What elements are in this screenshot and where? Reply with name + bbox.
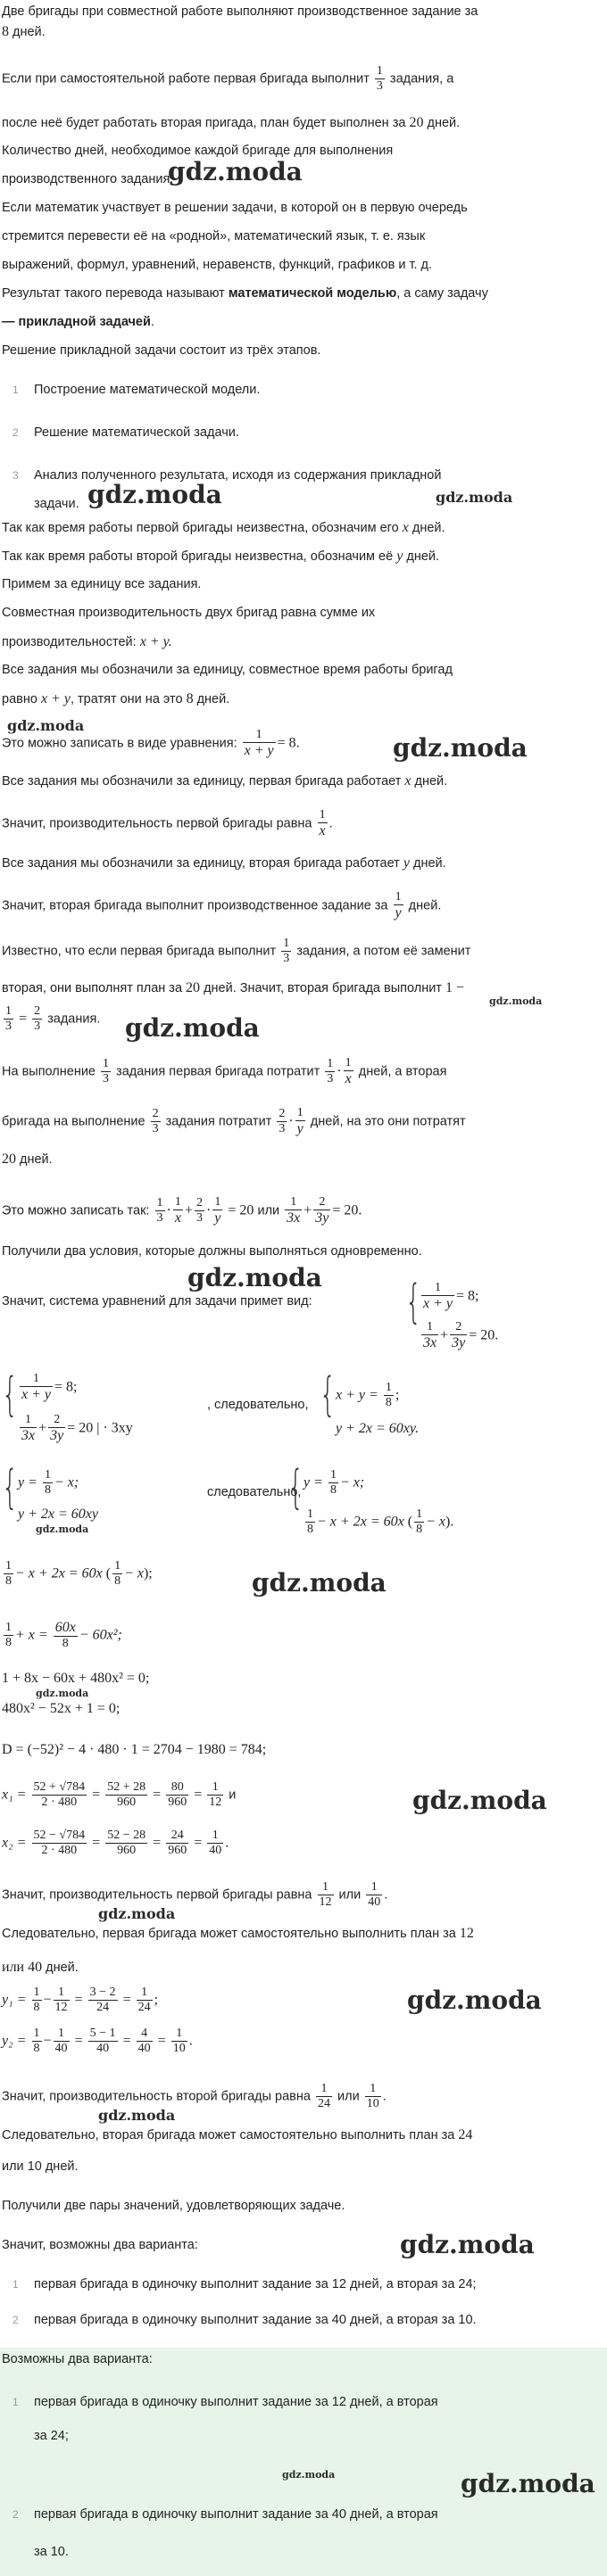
variant-item: первая бригада в одиночку выполнит задание за 40 дней, а вторая за 10.	[34, 2313, 477, 2327]
theory-line-6: Решение прикладной задачи состоит из трёх этапов.	[2, 343, 321, 358]
solution-line: Это можно записать так: $\frac{1}{3}$ · $\frac{1}{x}$ + $\frac{2}{3}$ · $\frac{1}{y}$ = 20 или $\frac{1}{3x}$ + $\frac{2}{3y}$ = 20.	[2, 1195, 362, 1226]
solution-line: или 10 дней.	[2, 2159, 79, 2174]
intro-line-2: 8 дней.	[2, 24, 46, 39]
watermark: gdz.moda	[98, 2107, 176, 2124]
intro-line-3: Если при самостоятельной работе первая бригада выполнит $\frac{1}{3}$ задания, а	[2, 64, 454, 94]
solution-line: На выполнение $\frac{1}{3}$ задания первая бригада потратит $\frac{1}{3}$ · $\frac{1}{x}$ дней, а вторая	[2, 1056, 447, 1087]
solution-line: Все задания мы обозначили за единицу, первая бригада работает x дней.	[2, 773, 448, 788]
root-y2: y₂ = $\frac{1}{8}$ − $\frac{1}{40}$ = $\frac{5 - 1}{40}$ = $\frac{4}{40}$ = $\frac{1}{10}$ .	[2, 2027, 193, 2056]
answer-item: первая бригада в одиночку выполнит задание за 40 дней, а вторая	[34, 2507, 438, 2522]
solution-line: или 40 дней.	[2, 1960, 79, 1975]
watermark: gdz.moda	[436, 489, 513, 506]
watermark: gdz.moda	[87, 480, 222, 509]
solution-line: равно x + y, тратят они на это 8 дней.	[2, 691, 230, 706]
solution-line: Совместная производительность двух бригад равна сумме их	[2, 606, 376, 620]
step-number: 2	[12, 426, 19, 439]
equation-line: $\frac{1}{8}$ + x = $\frac{60x}{8}$ − 60x²;	[5, 1620, 122, 1651]
solution-line: 20 дней.	[2, 1152, 53, 1167]
system-eq: y = $\frac{1}{8}$ − x;	[304, 1468, 365, 1498]
system-brace: {	[2, 1461, 19, 1515]
step-number: 1	[12, 384, 19, 396]
system-eq: x + y = $\frac{1}{8}$ ;	[336, 1381, 400, 1410]
solution-line: Так как время работы первой бригады неизвестна, обозначим его x дней.	[2, 520, 445, 535]
solution-line: Значит, система уравнений для задачи примет вид:	[2, 1294, 312, 1309]
watermark: gdz.moda	[400, 2230, 535, 2259]
step-item: Анализ полученного результата, исходя из содержания прикладной	[34, 468, 442, 483]
variant-number: 2	[12, 2314, 19, 2326]
root-y1: y₁ = $\frac{1}{8}$ − $\frac{1}{12}$ = $\frac{3 - 2}{24}$ = $\frac{1}{24}$ ;	[2, 1986, 159, 2015]
answer-item-cont: за 24;	[34, 2429, 69, 2443]
equation-line: 480x² − 52x + 1 = 0;	[2, 1701, 121, 1716]
solution-line: Примем за единицу все задания.	[2, 577, 202, 591]
root-x1: x₁ = $\frac{52 + √784}{2 \cdot 480}$ = $\frac{52 + 28}{960}$ = $\frac{80}{960}$ = $\frac{1}{12}$ и	[2, 1780, 237, 1810]
answer-title: Возможны два варианта:	[2, 2352, 153, 2366]
watermark: gdz.moda	[36, 1523, 89, 1535]
system-eq: y = $\frac{1}{8}$ − x;	[18, 1468, 79, 1498]
system-eq: $\frac{1}{x + y}$ = 8;	[423, 1281, 479, 1312]
watermark: gdz.moda	[489, 995, 543, 1007]
watermark: gdz.moda	[393, 733, 528, 763]
solution-line: Все задания мы обозначили за единицу, вторая бригада работает y дней.	[2, 855, 446, 871]
solution-line: Получили два условия, которые должны выполняться одновременно.	[2, 1244, 422, 1259]
solution-line: Это можно записать в виде уравнения: $\frac{1}{x + y}$ = 8.	[2, 728, 300, 759]
system-eq: $\frac{1}{3x}$ + $\frac{2}{3y}$ = 20 | · 3xy	[21, 1413, 133, 1444]
system-brace: {	[405, 1276, 422, 1329]
step-item-cont: задачи.	[34, 497, 79, 511]
equation-line: 1 + 8x − 60x + 480x² = 0;	[2, 1671, 150, 1686]
solution-line: Значит, вторая бригада выполнит производственное задание за $\frac{1}{y}$ дней.	[2, 890, 442, 921]
theory-line-4: Результат такого перевода называют математической моделью, а саму задачу	[2, 286, 488, 301]
system-conseq: , следовательно,	[207, 1398, 309, 1412]
watermark: gdz.moda	[252, 1568, 387, 1598]
watermark: gdz.moda	[461, 2469, 595, 2498]
solution-line: Получили две пары значений, удовлетворяющих задаче.	[2, 2199, 345, 2213]
theory-line-5: — прикладной задачей.	[2, 315, 154, 329]
solution-line: Все задания мы обозначили за единицу, совместное время работы бригад	[2, 663, 453, 677]
system-eq: $\frac{1}{3x}$ + $\frac{2}{3y}$ = 20.	[423, 1320, 499, 1351]
watermark: gdz.moda	[412, 1786, 547, 1815]
system-eq: $\frac{1}{x + y}$ = 8;	[21, 1372, 78, 1403]
solution-line: Значит, производительность второй бригады равна $\frac{1}{24}$ или $\frac{1}{10}$ .	[2, 2082, 387, 2111]
solution-line: бригада на выполнение $\frac{2}{3}$ задания потратит $\frac{2}{3}$ · $\frac{1}{y}$ дней, на это они потратят	[2, 1106, 466, 1137]
solution-line: Значит, возможны два варианта:	[2, 2238, 198, 2252]
theory-line-3: выражений, формул, уравнений, неравенств, функций, графиков и т. д.	[2, 258, 433, 272]
system-brace: {	[320, 1368, 337, 1422]
answer-item-cont: за 10.	[34, 2545, 69, 2559]
intro-line-5: Количество дней, необходимое каждой бригаде для выполнения	[2, 144, 394, 158]
answer-number: 2	[12, 2508, 19, 2521]
solution-line: вторая, они выполнят план за 20 дней. Значит, вторая бригада выполнит 1 −	[2, 980, 465, 995]
watermark: gdz.moda	[98, 1905, 176, 1922]
intro-line-6: производственного задания.	[2, 172, 174, 186]
equation-line: D = (−52)² − 4 · 480 · 1 = 2704 − 1980 = 784;	[2, 1742, 267, 1757]
system-conseq: следовательно,	[207, 1485, 302, 1499]
watermark: gdz.moda	[36, 1688, 89, 1699]
variant-item: первая бригада в одиночку выполнит задание за 12 дней, а вторая за 24;	[34, 2277, 477, 2291]
step-item: Решение математической задачи.	[34, 425, 239, 440]
system-brace: {	[2, 1368, 19, 1422]
theory-line-1: Если математик участвует в решении задачи, в которой он в первую очередь	[2, 201, 468, 215]
solution-line: $\frac{1}{3}$ = $\frac{2}{3}$ задания.	[5, 1004, 101, 1034]
solution-line: Следовательно, первая бригада может самостоятельно выполнить план за 12	[2, 1926, 474, 1941]
solution-line: Так как время работы второй бригады неизвестна, обозначим её y дней.	[2, 549, 440, 564]
intro-line-4: после неё будет работать вторая пригада, план будет выполнен за 20 дней.	[2, 115, 461, 130]
solution-line: производительностей: x + y.	[2, 634, 172, 649]
solution-line: Известно, что если первая бригада выполнит $\frac{1}{3}$ задания, а потом её заменит	[2, 937, 471, 966]
solution-line: Значит, производительность первой бригады равна $\frac{1}{12}$ или $\frac{1}{40}$ .	[2, 1880, 388, 1910]
equation-line: $\frac{1}{8}$ − x + 2x = 60x ( $\frac{1}{8}$ − x);	[5, 1559, 153, 1589]
solution-line: Значит, производительность первой бригады равна $\frac{1}{x}$ .	[2, 808, 333, 839]
step-item: Построение математической модели.	[34, 383, 261, 397]
system-eq: y + 2x = 60xy.	[336, 1421, 420, 1436]
watermark: gdz.moda	[407, 1986, 542, 2015]
step-number: 3	[12, 469, 19, 482]
theory-line-2: стремится перевести её на «родной», математический язык, т. е. язык	[2, 229, 426, 244]
system-brace: {	[287, 1461, 304, 1515]
intro-line-1: Две бригады при совместной работе выполняют производственное задание за	[2, 4, 478, 19]
watermark: gdz.moda	[7, 717, 85, 734]
solution-line: Следовательно, вторая бригада может самостоятельно выполнить план за 24	[2, 2127, 473, 2143]
watermark: gdz.moda	[187, 1263, 322, 1292]
answer-item: первая бригада в одиночку выполнит задание за 12 дней, а вторая	[34, 2395, 438, 2409]
answer-number: 1	[12, 2396, 19, 2408]
system-eq: $\frac{1}{8}$ − x + 2x = 60x ( $\frac{1}{8}$ − x).	[307, 1507, 454, 1537]
watermark: gdz.moda	[125, 1013, 260, 1043]
watermark: gdz.moda	[168, 157, 303, 186]
variant-number: 1	[12, 2278, 19, 2291]
system-eq: y + 2x = 60xy	[18, 1507, 98, 1522]
answer-box	[0, 2348, 607, 2576]
root-x2: x₂ = $\frac{52 - √784}{2 \cdot 480}$ = $\frac{52 - 28}{960}$ = $\frac{24}{960}$ = $\frac{1}{40}$ .	[2, 1829, 229, 1858]
watermark: gdz.moda	[282, 2469, 336, 2481]
